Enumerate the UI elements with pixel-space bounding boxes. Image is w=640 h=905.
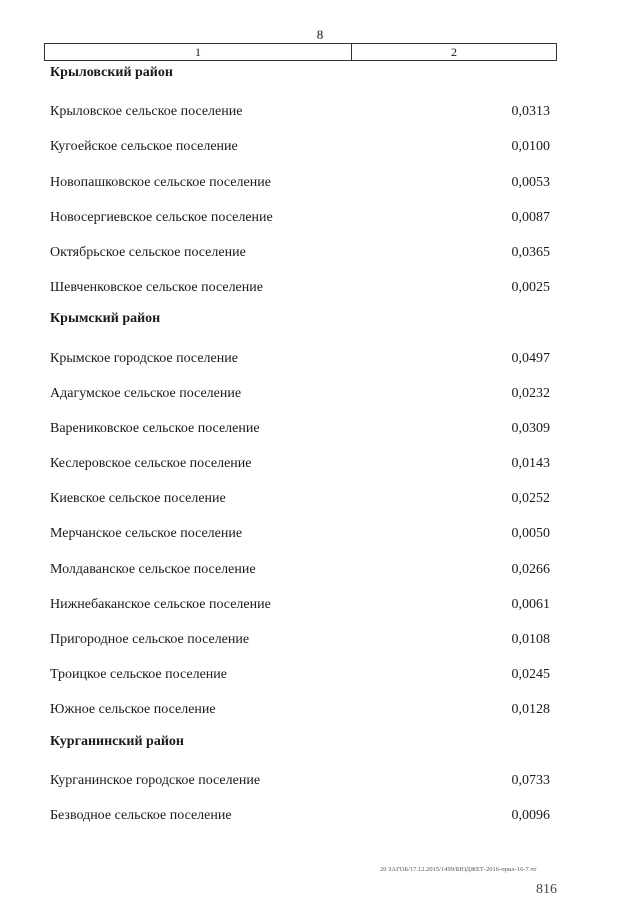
settlement-value: 0,0025: [511, 280, 550, 296]
footer-doc-code: 20 ЗАГОБ/17.12.2015/1499/БЮДЖЕТ-2016-прил-16-7.чт: [380, 866, 537, 873]
header-col-2: 2: [352, 44, 557, 60]
table-row: [50, 692, 550, 727]
settlement-value: 0,0050: [511, 526, 550, 542]
settlement-value: 0,0096: [511, 807, 550, 823]
table-row: [50, 552, 550, 587]
settlement-value: 0,0266: [511, 561, 550, 577]
table-row: [50, 516, 550, 551]
settlement-value: 0,0365: [511, 244, 550, 260]
settlement-name: Новосергиевское сельское поселение: [50, 209, 273, 225]
table-row: [50, 129, 550, 164]
table-row: [50, 411, 550, 446]
settlement-name: Адагумское сельское поселение: [50, 385, 242, 401]
settlement-name: Крыловское сельское поселение: [50, 104, 243, 120]
table-row: [50, 94, 550, 129]
table-row: [50, 235, 550, 270]
settlement-value: 0,0061: [511, 596, 550, 612]
settlement-name: Киевское сельское поселение: [50, 491, 226, 507]
header-col-1: 1: [44, 44, 352, 60]
settlement-value: 0,0100: [511, 139, 550, 155]
settlement-name: Новопашковское сельское поселение: [50, 174, 271, 190]
settlement-name: Шевченковское сельское поселение: [50, 280, 263, 296]
settlement-name: Крымское городское поселение: [50, 350, 238, 366]
table-row: [50, 270, 550, 305]
table-row: [50, 622, 550, 657]
settlement-value: 0,0232: [511, 385, 550, 401]
table-row: [50, 657, 550, 692]
settlement-value: 0,0245: [511, 667, 550, 683]
settlement-name: Молдаванское сельское поселение: [50, 561, 256, 577]
settlement-value: 0,0497: [511, 350, 550, 366]
settlement-name: Кеслеровское сельское поселение: [50, 456, 252, 472]
table-body: [50, 59, 550, 833]
table-row: [50, 798, 550, 833]
table-row: [50, 341, 550, 376]
settlement-name: Безводное сельское поселение: [50, 807, 232, 823]
settlement-name: Мерчанское сельское поселение: [50, 526, 243, 542]
district-heading: Крымский район: [50, 311, 161, 327]
settlement-name: Нижнебаканское сельское поселение: [50, 596, 271, 612]
settlement-name: Южное сельское поселение: [50, 702, 216, 718]
settlement-name: Кугоейское сельское поселение: [50, 139, 238, 155]
footer-page-number: 816: [536, 882, 557, 897]
settlement-value: 0,0053: [511, 174, 550, 190]
table-row: [50, 587, 550, 622]
table-row: [50, 763, 550, 798]
settlement-value: 0,0087: [511, 209, 550, 225]
settlement-name: Пригородное сельское поселение: [50, 632, 250, 647]
district-heading: Крыловский район: [50, 65, 173, 80]
settlement-name: Октябрьское сельское поселение: [50, 244, 246, 260]
settlement-value: 0,0309: [511, 420, 550, 436]
settlement-value: 0,0733: [511, 772, 550, 788]
settlement-value: 0,0252: [511, 491, 550, 507]
table-row: [50, 376, 550, 411]
page-number: 8: [316, 27, 324, 42]
table-row: [50, 446, 550, 481]
table-row: [50, 165, 550, 200]
district-heading: Курганинский район: [50, 733, 184, 749]
settlement-value: 0,0143: [511, 456, 550, 472]
settlement-value: 0,0128: [511, 702, 550, 718]
settlement-value: 0,0108: [511, 632, 550, 647]
table-row: [50, 200, 550, 235]
settlement-name: Варениковское сельское поселение: [50, 420, 260, 436]
settlement-value: 0,0313: [511, 104, 550, 120]
settlement-name: Троицкое сельское поселение: [50, 667, 227, 683]
settlement-name: Курганинское городское поселение: [50, 772, 261, 788]
table-row: [50, 481, 550, 516]
